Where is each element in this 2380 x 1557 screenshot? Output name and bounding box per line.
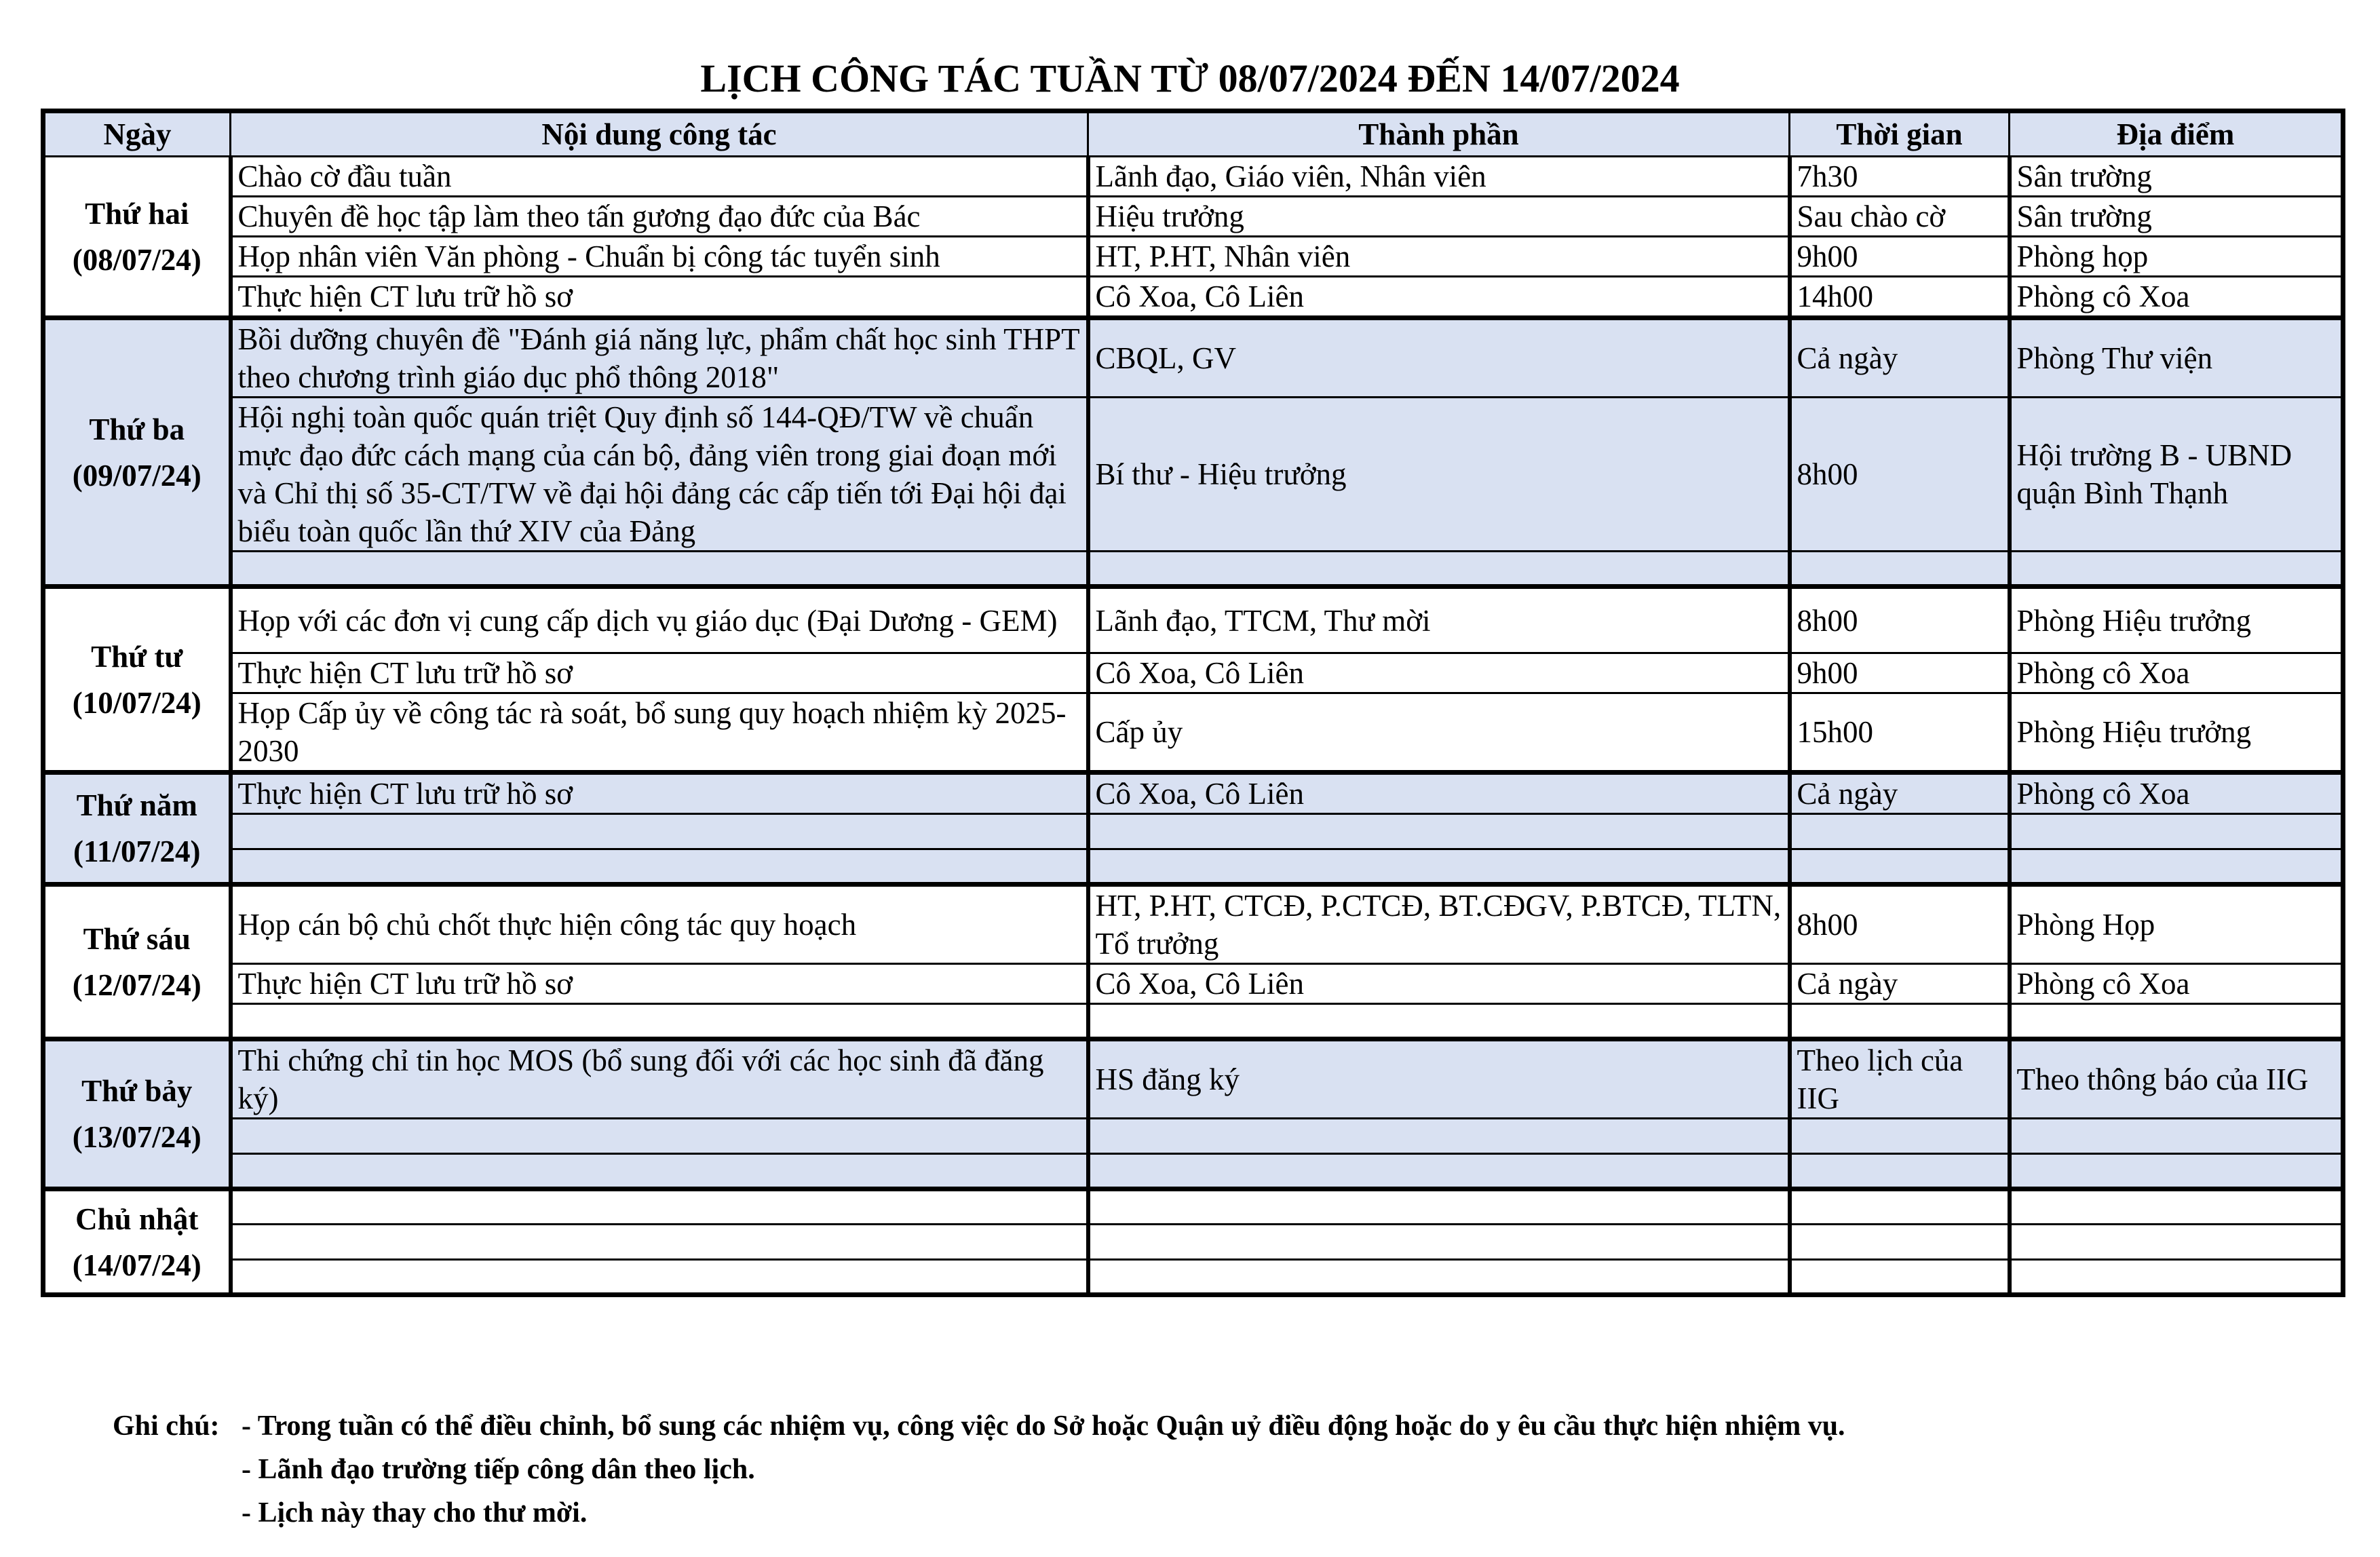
- table-row: [43, 157, 2343, 197]
- time-cell: 15h00: [1790, 693, 2010, 773]
- time-cell: [1790, 849, 2010, 885]
- schedule-table: [41, 109, 2345, 1297]
- content-cell: [231, 1004, 1088, 1039]
- location-cell: Sân trường: [2010, 157, 2343, 197]
- time-cell: Sau chào cờ: [1790, 197, 2010, 237]
- participants-cell: [1088, 1004, 1790, 1039]
- location-cell: Phòng cô Xoa: [2010, 773, 2343, 814]
- day-cell: [43, 885, 231, 1039]
- participants-cell: [1088, 1154, 1790, 1189]
- table-row: [43, 587, 2343, 653]
- time-cell: [1790, 814, 2010, 849]
- time-cell: [1790, 1189, 2010, 1225]
- content-cell: [231, 1119, 1088, 1154]
- time-cell: 9h00: [1790, 653, 2010, 693]
- table-row: [43, 318, 2343, 398]
- time-cell: [1790, 1004, 2010, 1039]
- location-cell: Phòng Thư viện: [2010, 318, 2343, 398]
- day-name: Chủ nhật: [75, 1202, 199, 1236]
- participants-cell: [1088, 1119, 1790, 1154]
- content-cell: Chuyên đề học tập làm theo tấn gương đạo đức của Bác: [231, 197, 1088, 237]
- day-date: (12/07/24): [72, 967, 201, 1002]
- table-row: [43, 1004, 2343, 1039]
- day-name: Thứ hai: [85, 196, 189, 231]
- table-row: [43, 693, 2343, 773]
- location-cell: [2010, 814, 2343, 849]
- day-name: Thứ ba: [89, 412, 185, 446]
- content-cell: Thực hiện CT lưu trữ hồ sơ: [231, 773, 1088, 814]
- participants-cell: [1088, 849, 1790, 885]
- participants-cell: Cô Xoa, Cô Liên: [1088, 277, 1790, 318]
- participants-cell: CBQL, GV: [1088, 318, 1790, 398]
- content-cell: Thi chứng chỉ tin học MOS (bổ sung đối với các học sinh đã đăng ký): [231, 1039, 1088, 1119]
- participants-cell: [1088, 814, 1790, 849]
- time-cell: Cả ngày: [1790, 318, 2010, 398]
- content-cell: Chào cờ đầu tuần: [231, 157, 1088, 197]
- table-row: [43, 814, 2343, 849]
- table-row: [43, 1189, 2343, 1225]
- table-row: [43, 653, 2343, 693]
- time-cell: 7h30: [1790, 157, 2010, 197]
- participants-cell: [1088, 1260, 1790, 1295]
- notes-label: Ghi chú:: [113, 1410, 220, 1442]
- content-cell: [231, 849, 1088, 885]
- location-cell: [2010, 552, 2343, 587]
- location-cell: [2010, 1225, 2343, 1260]
- location-cell: [2010, 1119, 2343, 1154]
- time-cell: 9h00: [1790, 237, 2010, 277]
- time-cell: 8h00: [1790, 398, 2010, 552]
- content-cell: [231, 814, 1088, 849]
- day-name: Thứ sáu: [83, 921, 191, 956]
- content-cell: [231, 1154, 1088, 1189]
- location-cell: [2010, 1154, 2343, 1189]
- notes-lines: [242, 1404, 1845, 1535]
- content-cell: [231, 552, 1088, 587]
- participants-cell: Lãnh đạo, TTCM, Thư mời: [1088, 587, 1790, 653]
- table-row: [43, 964, 2343, 1004]
- page-title: LỊCH CÔNG TÁC TUẦN TỪ 08/07/2024 ĐẾN 14/07/2024: [700, 56, 1680, 100]
- participants-cell: [1088, 552, 1790, 587]
- time-cell: [1790, 552, 2010, 587]
- day-date: (10/07/24): [72, 685, 201, 720]
- content-cell: Họp nhân viên Văn phòng - Chuẩn bị công tác tuyển sinh: [231, 237, 1088, 277]
- table-row: [43, 197, 2343, 237]
- schedule-body: [43, 157, 2343, 1295]
- participants-cell: Lãnh đạo, Giáo viên, Nhân viên: [1088, 157, 1790, 197]
- day-date: (13/07/24): [72, 1120, 201, 1154]
- location-cell: Theo thông báo của IIG: [2010, 1039, 2343, 1119]
- time-cell: 8h00: [1790, 885, 2010, 964]
- header-time: Thời gian: [1790, 111, 2010, 157]
- participants-cell: HS đăng ký: [1088, 1039, 1790, 1119]
- time-cell: [1790, 1260, 2010, 1295]
- note-line: - Lãnh đạo trường tiếp công dân theo lịch.: [242, 1454, 755, 1485]
- day-cell: [43, 157, 231, 318]
- location-cell: Phòng cô Xoa: [2010, 277, 2343, 318]
- time-cell: [1790, 1119, 2010, 1154]
- participants-cell: Cấp ủy: [1088, 693, 1790, 773]
- day-cell: [43, 773, 231, 885]
- content-cell: [231, 1260, 1088, 1295]
- time-cell: 8h00: [1790, 587, 2010, 653]
- participants-cell: [1088, 1225, 1790, 1260]
- location-cell: Phòng Hiệu trưởng: [2010, 587, 2343, 653]
- table-row: [43, 277, 2343, 318]
- content-cell: [231, 1189, 1088, 1225]
- content-cell: [231, 1225, 1088, 1260]
- day-date: (11/07/24): [73, 834, 201, 868]
- location-cell: [2010, 1189, 2343, 1225]
- content-cell: Họp cán bộ chủ chốt thực hiện công tác quy hoạch: [231, 885, 1088, 964]
- time-cell: Cả ngày: [1790, 964, 2010, 1004]
- note-line: - Lịch này thay cho thư mời.: [242, 1497, 588, 1529]
- content-cell: Họp Cấp ủy về công tác rà soát, bổ sung quy hoạch nhiệm kỳ 2025-2030: [231, 693, 1088, 773]
- participants-cell: [1088, 1189, 1790, 1225]
- day-cell: [43, 1189, 231, 1295]
- time-cell: Theo lịch của IIG: [1790, 1039, 2010, 1119]
- table-row: [43, 849, 2343, 885]
- location-cell: [2010, 849, 2343, 885]
- location-cell: [2010, 1004, 2343, 1039]
- day-cell: [43, 587, 231, 773]
- note-line: - Trong tuần có thể điều chỉnh, bổ sung các nhiệm vụ, công việc do Sở hoặc Quận uỷ điều động hoặc do y êu cầu thực hiện nhiệm vụ.: [242, 1410, 1845, 1442]
- location-cell: Phòng họp: [2010, 237, 2343, 277]
- time-cell: Cả ngày: [1790, 773, 2010, 814]
- participants-cell: Cô Xoa, Cô Liên: [1088, 773, 1790, 814]
- content-cell: Họp với các đơn vị cung cấp dịch vụ giáo dục (Đại Dương - GEM): [231, 587, 1088, 653]
- day-cell: [43, 318, 231, 587]
- content-cell: Thực hiện CT lưu trữ hồ sơ: [231, 277, 1088, 318]
- header-location: Địa điểm: [2010, 111, 2343, 157]
- table-row: [43, 552, 2343, 587]
- location-cell: [2010, 1260, 2343, 1295]
- location-cell: Sân trường: [2010, 197, 2343, 237]
- participants-cell: Cô Xoa, Cô Liên: [1088, 964, 1790, 1004]
- table-row: [43, 237, 2343, 277]
- participants-cell: HT, P.HT, Nhân viên: [1088, 237, 1790, 277]
- table-row: [43, 1260, 2343, 1295]
- time-cell: [1790, 1154, 2010, 1189]
- content-cell: Bồi dưỡng chuyên đề "Đánh giá năng lực, phẩm chất học sinh THPT theo chương trình giáo dục phổ thông 2018": [231, 318, 1088, 398]
- participants-cell: Hiệu trưởng: [1088, 197, 1790, 237]
- location-cell: Phòng Hiệu trưởng: [2010, 693, 2343, 773]
- header-row: [43, 111, 2343, 157]
- day-date: (09/07/24): [72, 458, 201, 493]
- day-cell: [43, 1039, 231, 1189]
- content-cell: Hội nghị toàn quốc quán triệt Quy định số 144-QĐ/TW về chuẩn mực đạo đức cách mạng của cán bộ, đảng viên trong giai đoạn mới và Chỉ thị số 35-CT/TW về đại hội đảng các cấp tiến tới Đại hội đại biểu toàn quốc lần thứ XIV của Đảng: [231, 398, 1088, 552]
- table-row: [43, 1119, 2343, 1154]
- table-row: [43, 1154, 2343, 1189]
- participants-cell: Bí thư - Hiệu trưởng: [1088, 398, 1790, 552]
- table-row: [43, 1039, 2343, 1119]
- header-participants: Thành phần: [1088, 111, 1790, 157]
- day-date: (14/07/24): [72, 1248, 201, 1282]
- day-date: (08/07/24): [72, 242, 201, 277]
- location-cell: Phòng cô Xoa: [2010, 653, 2343, 693]
- location-cell: Phòng Họp: [2010, 885, 2343, 964]
- day-name: Thứ năm: [76, 788, 197, 822]
- participants-cell: HT, P.HT, CTCĐ, P.CTCĐ, BT.CĐGV, P.BTCĐ, TLTN, Tổ trưởng: [1088, 885, 1790, 964]
- content-cell: Thực hiện CT lưu trữ hồ sơ: [231, 964, 1088, 1004]
- day-name: Thứ tư: [91, 639, 183, 674]
- day-name: Thứ bảy: [81, 1074, 193, 1108]
- header-day: Ngày: [43, 111, 231, 157]
- table-row: [43, 773, 2343, 814]
- content-cell: Thực hiện CT lưu trữ hồ sơ: [231, 653, 1088, 693]
- header-content: Nội dung công tác: [231, 111, 1088, 157]
- time-cell: 14h00: [1790, 277, 2010, 318]
- time-cell: [1790, 1225, 2010, 1260]
- table-row: [43, 885, 2343, 964]
- participants-cell: Cô Xoa, Cô Liên: [1088, 653, 1790, 693]
- location-cell: Phòng cô Xoa: [2010, 964, 2343, 1004]
- location-cell: Hội trường B - UBND quận Bình Thạnh: [2010, 398, 2343, 552]
- table-row: [43, 398, 2343, 552]
- table-row: [43, 1225, 2343, 1260]
